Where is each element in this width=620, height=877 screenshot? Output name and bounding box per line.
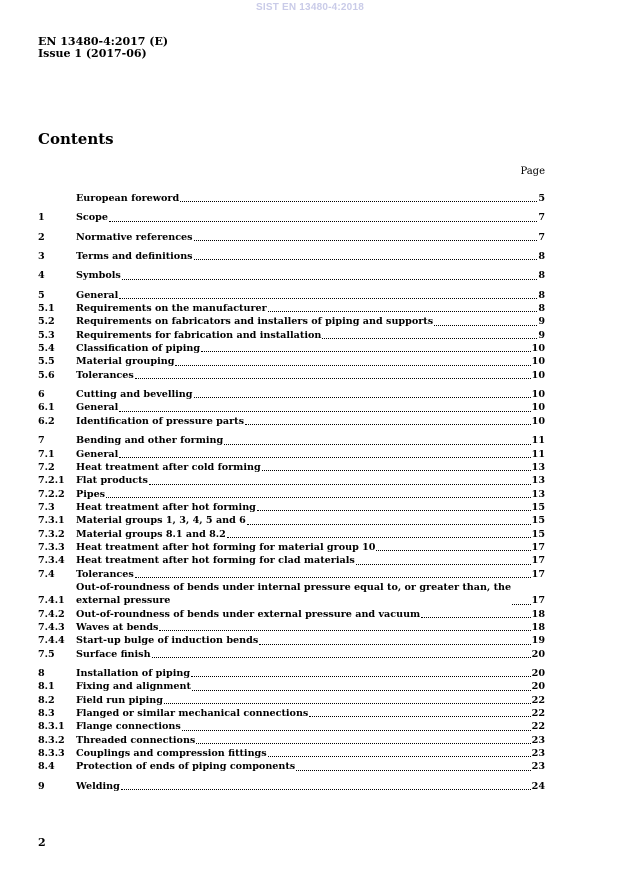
dot-leader [119,297,537,299]
toc-entry[interactable] [38,315,545,328]
dot-leader [106,496,531,498]
toc-entry[interactable] [38,369,545,382]
toc-entry-page: 23 [531,748,545,760]
toc-entry[interactable] [38,734,545,747]
toc-entry[interactable] [38,514,545,527]
toc-entry-title: Fixing and alignment [76,681,191,693]
toc-entry-title: Installation of piping [76,668,191,679]
toc-entry-number: 8.1 [38,681,55,693]
toc-entry-title: Requirements on the manufacturer [76,303,267,315]
dot-leader [421,616,530,618]
toc-entry-title: Waves at bends [76,621,159,633]
toc-entry-page: 22 [531,694,545,706]
toc-section-group [38,192,545,205]
toc-entry-title: Normative references [76,231,193,243]
dot-leader [247,523,531,525]
dot-leader [194,258,538,260]
toc-entry-page: 7 [538,212,545,224]
toc-entry[interactable] [38,342,545,355]
toc-section-group [38,231,545,244]
toc-entry-title: Start-up bulge of induction bends [76,635,259,647]
dot-leader [268,310,538,312]
toc-entry[interactable] [38,250,545,263]
toc-entry-page: 13 [531,488,545,500]
toc-entry[interactable] [38,694,545,707]
toc-entry-title: Tolerances [76,369,134,381]
dot-leader [182,729,531,731]
toc-entry-page: 13 [531,475,545,487]
toc-entry-page: 10 [531,402,545,414]
toc-section-group [38,250,545,263]
toc-entry[interactable] [38,680,545,693]
toc-entry-page: 17 [531,568,545,580]
toc-entry-title: General [76,448,119,460]
toc-entry-page: 8 [538,303,545,315]
toc-entry[interactable] [38,448,545,461]
toc-entry[interactable] [38,501,545,514]
dot-leader [159,629,530,631]
toc-entry-title: Out-of-roundness of bends under internal pressure equal to, or greater than, the [76,581,512,593]
toc-entry-title: Heat treatment after hot forming for material group 10 [76,541,376,553]
dot-leader [512,603,531,605]
toc-entry-page: 8 [538,270,545,282]
toc-entry-number: 7.4.4 [38,635,65,647]
dot-leader [296,769,530,771]
toc-entry-number: 5.6 [38,369,55,381]
toc-entry-title: General [76,289,119,301]
toc-entry-number: 7.2.1 [38,475,65,487]
toc-entry-title-continued: external pressure [76,595,171,607]
toc-entry-page: 15 [531,515,545,527]
toc-entry-title: Heat treatment after hot forming [76,501,256,513]
toc-entry-number: 7.2 [38,461,55,473]
toc-entry[interactable] [38,621,545,634]
contents-heading: Contents [38,130,114,148]
toc-entry-page: 10 [531,389,545,401]
toc-entry-number: 5.1 [38,303,55,315]
toc-entry-number: 2 [38,231,45,243]
toc-entry-title: General [76,402,119,414]
dot-leader [196,742,530,744]
toc-entry[interactable] [38,192,545,205]
toc-entry-page: 20 [531,668,545,679]
dot-leader [245,423,531,425]
toc-entry-number: 7.3.2 [38,528,65,540]
toc-entry-title: Surface finish [76,648,151,660]
toc-entry-number: 5 [38,289,45,301]
toc-entry[interactable] [38,231,545,244]
toc-section-group [38,289,545,382]
toc-entry[interactable] [38,488,545,501]
dot-leader [356,563,531,565]
toc-entry-number: 7.4.1 [38,595,65,607]
toc-entry-page: 22 [531,708,545,720]
toc-entry-page: 23 [531,734,545,746]
dot-leader [122,278,538,280]
toc-entry-page: 8 [538,251,545,263]
toc-entry-page: 10 [531,369,545,381]
toc-entry-number: 8.3.2 [38,734,65,746]
toc-entry-page: 11 [531,435,545,447]
watermark: SIST EN 13480-4:2018 [256,2,364,13]
toc-entry-number: 7.4.3 [38,621,65,633]
dot-leader [191,675,531,677]
dot-leader [175,364,530,366]
toc-entry-page: 15 [531,501,545,513]
toc-entry-page: 20 [531,681,545,693]
toc-entry[interactable] [38,269,545,282]
toc-entry-number: 3 [38,251,45,263]
toc-entry-number: 8.3.1 [38,721,65,733]
toc-entry-number: 8.2 [38,694,55,706]
toc-entry-number: 6.2 [38,415,55,427]
toc-entry[interactable] [38,634,545,647]
dot-leader [119,456,530,458]
table-of-contents [38,192,545,799]
toc-entry-number: 5.3 [38,329,55,341]
toc-entry-number: 8.3 [38,708,55,720]
toc-entry-page: 17 [531,595,545,607]
dot-leader [201,350,531,352]
toc-entry[interactable] [38,211,545,224]
toc-entry-page: 11 [531,448,545,460]
toc-entry-number: 7.3.4 [38,555,65,567]
toc-entry[interactable] [38,434,545,447]
toc-entry-page: 18 [531,608,545,620]
dot-leader [194,396,531,398]
dot-leader [119,410,530,412]
dot-leader [194,239,538,241]
toc-entry-page: 17 [531,555,545,567]
toc-entry[interactable] [38,780,545,793]
toc-entry[interactable] [38,608,545,621]
toc-entry-title: Material groups 8.1 and 8.2 [76,528,226,540]
toc-entry-title: Pipes [76,488,106,500]
toc-entry-title: Requirements on fabricators and installers of piping and supports [76,316,434,328]
toc-entry-number: 1 [38,212,45,224]
toc-entry-page: 7 [538,231,545,243]
toc-entry[interactable] [38,554,545,567]
toc-entry-page: 24 [531,780,545,792]
toc-entry-title: Material grouping [76,356,175,368]
dot-leader [121,788,531,790]
toc-entry-page: 15 [531,528,545,540]
toc-entry-title: Welding [76,780,120,792]
toc-entry-title: Threaded connections [76,734,196,746]
toc-entry[interactable] [38,289,545,302]
dot-leader [109,220,537,222]
toc-entry-title: Classification of piping [76,343,201,355]
toc-entry[interactable] [38,461,545,474]
toc-entry[interactable] [38,581,545,608]
toc-entry-title: Cutting and bevelling [76,389,193,401]
toc-entry-title: Terms and definitions [76,251,193,263]
toc-entry[interactable] [38,474,545,487]
toc-entry-title: Protection of ends of piping components [76,761,296,773]
toc-entry[interactable] [38,415,545,428]
dot-leader [376,549,530,551]
toc-entry-number: 8 [38,668,45,679]
toc-entry[interactable] [38,760,545,773]
page-column-label: Page [520,166,545,177]
toc-entry[interactable] [38,329,545,342]
toc-entry-page: 10 [531,343,545,355]
toc-entry-number: 8.4 [38,761,55,773]
toc-entry-page: 9 [538,329,545,341]
toc-entry-page: 5 [538,193,545,204]
toc-entry-page: 13 [531,461,545,473]
toc-entry-page: 10 [531,415,545,427]
page-number: 2 [38,836,46,849]
toc-entry-title: Out-of-roundness of bends under external pressure and vacuum [76,608,421,620]
toc-entry-number: 7.4.2 [38,608,65,620]
dot-leader [149,483,531,485]
toc-entry-title: Material groups 1, 3, 4, 5 and 6 [76,515,246,527]
toc-entry-number: 7.3.3 [38,541,65,553]
dot-leader [434,324,537,326]
toc-entry[interactable] [38,667,545,680]
toc-entry-page: 10 [531,356,545,368]
toc-entry-title: Heat treatment after cold forming [76,461,261,473]
toc-entry-number: 5.5 [38,356,55,368]
toc-entry[interactable] [38,401,545,414]
toc-entry[interactable] [38,720,545,733]
toc-section-group [38,211,545,224]
toc-entry-title: Couplings and compression fittings [76,748,267,760]
dot-leader [257,509,531,511]
toc-entry-number: 7.2.2 [38,488,65,500]
toc-section-group [38,269,545,282]
toc-entry-title: Scope [76,212,108,224]
toc-entry-title: Flange connections [76,721,181,733]
dot-leader [262,469,531,471]
toc-entry-number: 7.5 [38,648,55,660]
toc-entry-title: Bending and other forming [76,435,224,447]
toc-entry-number: 6.1 [38,402,55,414]
toc-entry-title: Tolerances [76,568,134,580]
dot-leader [180,200,537,202]
toc-entry-title: Flanged or similar mechanical connections [76,708,309,720]
toc-entry-title: Identification of pressure parts [76,415,244,427]
toc-entry[interactable] [38,302,545,315]
toc-section-group [38,780,545,793]
toc-entry-title: Field run piping [76,694,163,706]
toc-entry[interactable] [38,707,545,720]
toc-entry-title: Symbols [76,270,121,282]
dot-leader [152,656,531,658]
dot-leader [224,443,530,445]
toc-entry-number: 5.4 [38,343,55,355]
toc-entry-page: 19 [531,635,545,647]
toc-entry-number: 7.4 [38,568,55,580]
toc-entry-title-wrap [76,581,511,608]
toc-entry-number: 5.2 [38,316,55,328]
dot-leader [227,536,531,538]
dot-leader [192,689,531,691]
toc-entry-page: 23 [531,761,545,773]
toc-entry[interactable] [38,388,545,401]
toc-section-group [38,388,545,428]
toc-entry[interactable] [38,528,545,541]
toc-entry-page: 9 [538,316,545,328]
dot-leader [164,702,531,704]
toc-entry-number: 6 [38,389,45,401]
dot-leader [268,755,531,757]
toc-section-group [38,667,545,774]
toc-entry-number: 7.3 [38,501,55,513]
toc-entry[interactable] [38,648,545,661]
toc-entry-page: 20 [531,648,545,660]
toc-entry-page: 18 [531,621,545,633]
dot-leader [309,715,530,717]
toc-entry-number: 8.3.3 [38,748,65,760]
toc-entry-number: 7 [38,435,45,447]
issue-label: Issue 1 (2017-06) [38,47,147,60]
toc-entry[interactable] [38,568,545,581]
document-header [38,36,168,60]
toc-entry-number: 7.1 [38,448,55,460]
dot-leader [322,337,537,339]
toc-entry-title: Heat treatment after hot forming for clad materials [76,555,355,567]
toc-entry-page: 17 [531,541,545,553]
toc-entry-number: 4 [38,270,45,282]
toc-entry-number: 9 [38,780,45,792]
standard-id: EN 13480-4:2017 (E) [38,35,169,48]
toc-entry-number: 7.3.1 [38,515,65,527]
toc-entry[interactable] [38,541,545,554]
toc-entry-title: Requirements for fabrication and installation [76,329,322,341]
toc-entry-page: 22 [531,721,545,733]
toc-entry[interactable] [38,747,545,760]
toc-entry-title: European foreword [76,193,180,204]
dot-leader [135,377,531,379]
toc-entry[interactable] [38,355,545,368]
toc-section-group [38,434,545,661]
dot-leader [135,576,531,578]
toc-entry-title: Flat products [76,475,148,487]
toc-entry-page: 8 [538,289,545,301]
dot-leader [259,643,530,645]
